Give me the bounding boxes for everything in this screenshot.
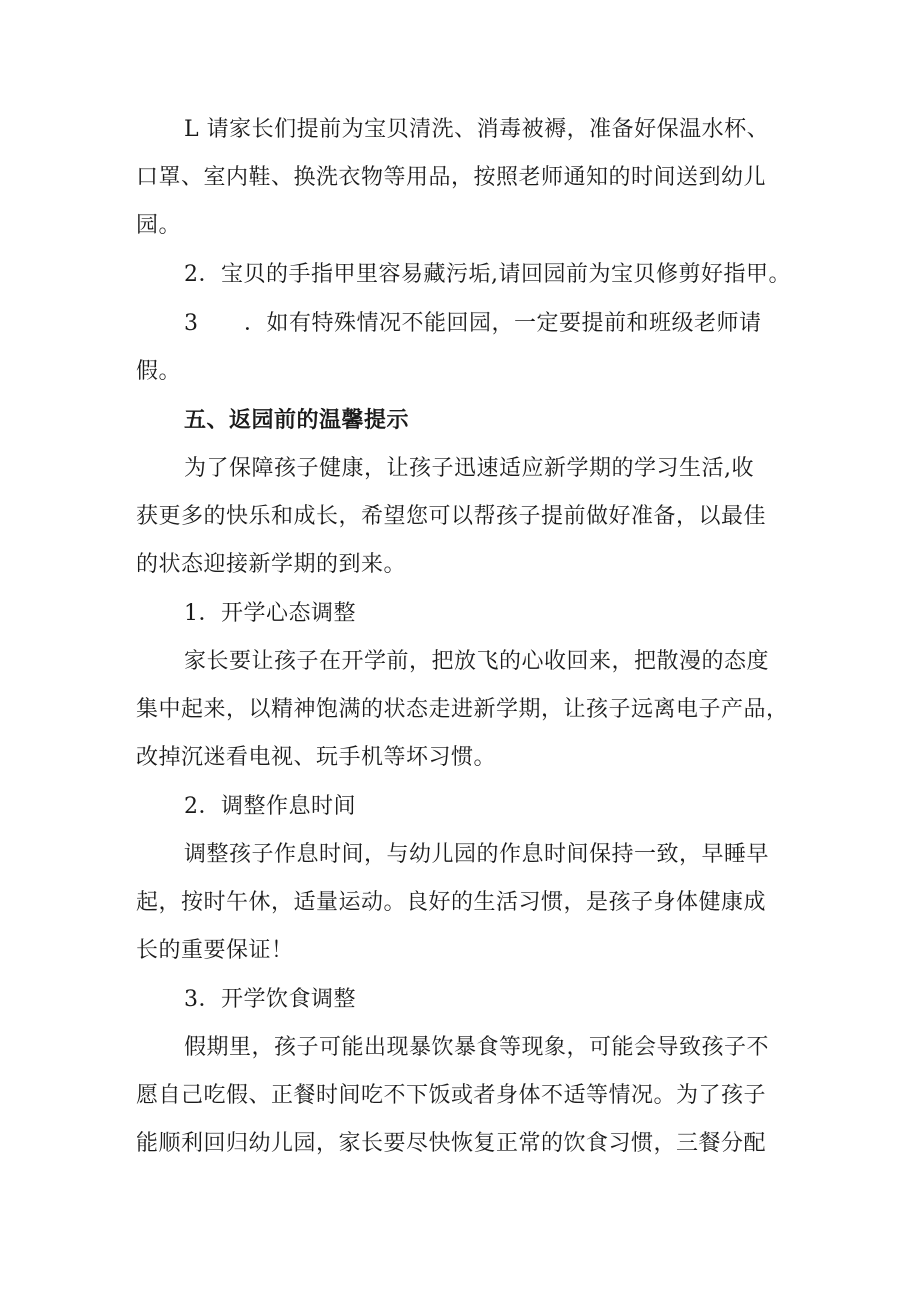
paragraph-line: 园。 <box>136 213 182 238</box>
paragraph-line: 改掉沉迷看电视、玩手机等坏习惯。 <box>136 745 497 770</box>
paragraph-line: 获更多的快乐和成长，希望您可以帮孩子提前做好准备，以最佳 <box>136 504 767 529</box>
paragraph-line: 起，按时午休，适量运动。良好的生活习惯，是孩子身体健康成 <box>136 890 767 915</box>
paragraph-line: 集中起来，以精神饱满的状态走进新学期，让孩子远离电子产品， <box>136 697 789 722</box>
paragraph-line: 能顺利回归幼儿园，家长要尽快恢复正常的饮食习惯，三餐分配 <box>136 1131 767 1156</box>
subsection-title: 3．开学饮食调整 <box>184 987 356 1012</box>
subsection-title: 2．调整作息时间 <box>184 794 356 819</box>
paragraph-line <box>184 309 864 339</box>
item-text: ．如有特殊情况不能回园，一定要提前和班级老师请 <box>244 311 762 336</box>
paragraph-line: 长的重要保证！ <box>136 938 294 963</box>
paragraph-line: L 请家长们提前为宝贝清洗、消毒被褥，准备好保温水杯、 <box>184 117 770 142</box>
paragraph-line: 为了保障孩子健康，让孩子迅速适应新学期的学习生活,收 <box>184 456 754 481</box>
paragraph-line: 调整孩子作息时间，与幼儿园的作息时间保持一致，早睡早 <box>184 842 770 867</box>
paragraph-line: 口罩、室内鞋、换洗衣物等用品，按照老师通知的时间送到幼儿 <box>136 165 767 190</box>
item-number: 3 <box>184 311 199 336</box>
paragraph-line: 的状态迎接新学期的到来。 <box>136 552 407 577</box>
subsection-title: 1．开学心态调整 <box>184 601 356 626</box>
paragraph-line: 2．宝贝的手指甲里容易藏污垢,请回园前为宝贝修剪好指甲。 <box>184 262 791 287</box>
paragraph-line: 假期里，孩子可能出现暴饮暴食等现象，可能会导致孩子不 <box>184 1035 770 1060</box>
paragraph-line: 家长要让孩子在开学前，把放飞的心收回来，把散漫的态度 <box>184 649 770 674</box>
paragraph-line: 假。 <box>136 359 182 384</box>
section-heading: 五、返园前的温馨提示 <box>184 408 410 433</box>
paragraph-line: 愿自己吃假、正餐时间吃不下饭或者身体不适等情况。为了孩子 <box>136 1083 767 1108</box>
